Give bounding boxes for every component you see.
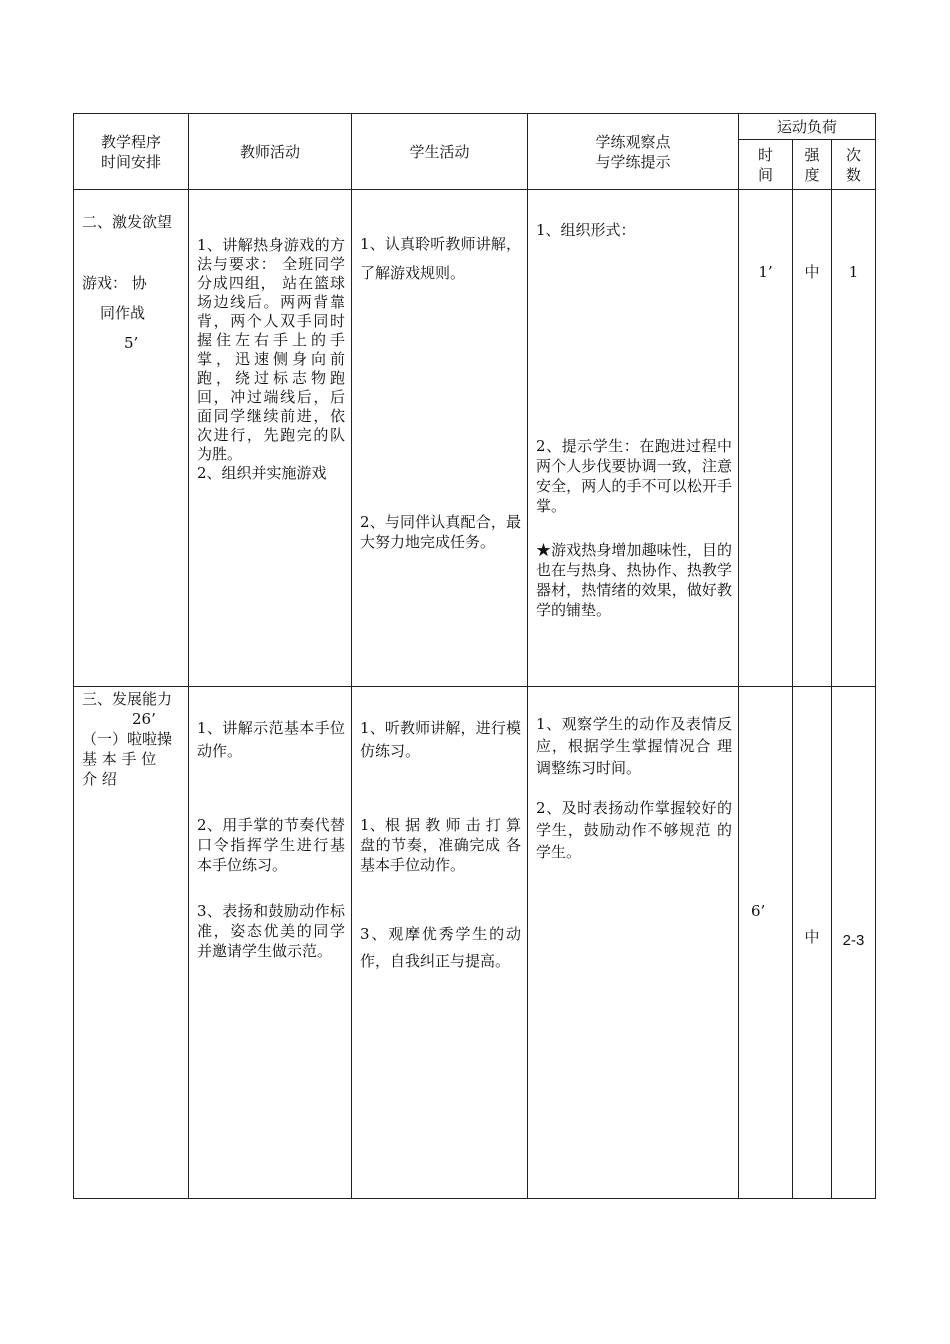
section2-observe-item2: 2、及时表扬动作掌握较好的学生，鼓励动作不够规范 的学生。 [536,799,732,861]
header-load [739,114,876,140]
section1-procedure [74,190,189,687]
section2-intensity-value: 中 [804,928,820,946]
section2-student-item2: 1、根 据 教 师 击 打 算 盘的节奏，准确完成 各基本手位动作。 [360,816,521,874]
section2-minutes: 26’ [132,710,156,728]
section1-teacher [189,190,352,687]
section1-student [352,190,528,687]
section1-minutes: 5’ [124,334,139,352]
header-count-2: 数 [846,165,862,184]
section2-teacher [189,687,352,1199]
header-intensity-2: 度 [804,165,820,184]
section2-sub-line2: 基 本 手 位 [82,750,157,768]
section1-count [832,190,876,687]
section2-sub-line1: （一）啦啦操 [82,730,173,748]
header-count [832,140,876,190]
section2-teacher-item1: 1、讲解示范基本手位动作。 [197,719,345,760]
section1-teacher-item2: 2、组织并实施游戏 [197,464,327,482]
section2-student-item3: 3、观摩优秀学生的动作，自我纠正与提高。 [360,925,521,970]
section1-intensity-value: 中 [804,263,820,281]
header-teacher [189,114,352,190]
section2-procedure [74,687,189,1199]
section2-title: 三、发展能力 [82,690,173,708]
section1-game-line2: 同作战 [100,304,146,322]
section1-student-item1: 1、认真聆听教师讲解，了解游戏规则。 [360,235,521,282]
header-procedure [74,114,189,190]
header-time [739,140,793,190]
header-observe-line1: 学练观察点 [595,132,671,151]
header-time-2: 间 [757,165,773,184]
header-intensity [793,140,832,190]
section1-time-value: 1’ [758,263,773,281]
header-intensity-1: 强 [804,145,820,164]
section1-count-value: 1 [848,263,859,281]
section2-teacher-item2: 2、用手掌的节奏代替口令指挥学生进行基本手位练习。 [197,816,345,874]
section-row-develop [74,687,876,1199]
section1-observe-item2: 2、提示学生：在跑进过程中两个人步伐要协调一致，注意安全，两人的手不可以松开手掌。 [536,437,732,515]
section2-time-value: 6’ [751,902,766,920]
section2-teacher-item3: 3、表扬和鼓励动作标准，姿态优美的同学并邀请学生做示范。 [197,902,345,960]
section1-student-item2: 2、与同伴认真配合，最大努力地完成任务。 [360,513,521,551]
section1-observe-item3: ★游戏热身增加趣味性，目的也在与热身、热协作、热教学器材，热情绪的效果，做好教学的铺垫。 [536,541,732,619]
header-observe-line2: 与学练提示 [595,152,671,171]
section2-observe [528,687,739,1199]
header-student [352,114,528,190]
section2-student [352,687,528,1199]
header-count-1: 次 [846,145,862,164]
section1-intensity [793,190,832,687]
header-observe [528,114,739,190]
section1-game-line1: 游戏： 协 [82,274,147,292]
section1-title: 二、激发欲望 [82,213,173,231]
header-teacher-label: 教师活动 [239,142,300,161]
section1-teacher-item1: 1、讲解热身游戏的方法与要求： 全班同学分成四组， 站在篮球场边线后。两两背靠背，两个人双手同时握住左右手上的手掌，迅速侧身向前跑，绕过标志物跑回，冲过端线后，后面同学继续前进，依次进行，先跑完的队为胜。 [197,236,345,463]
section2-intensity [793,687,832,1199]
section2-observe-item1: 1、观察学生的动作及表情反应，根据学生掌握情况合 理调整练习时间。 [536,715,732,777]
section1-time [739,190,793,687]
header-procedure-line1: 教学程序 [100,132,161,151]
header-time-1: 时 [757,145,773,164]
header-load-label: 运动负荷 [777,117,838,136]
section-row-warmup [74,190,876,687]
header-row [74,114,876,140]
header-student-label: 学生活动 [409,142,470,161]
section2-count-value: 2-3 [842,932,865,949]
section1-observe-item1: 1、组织形式： [536,221,636,239]
section2-count [832,687,876,1199]
section2-student-item1: 1、听教师讲解，进行模仿练习。 [360,719,521,760]
section2-sub-line3: 介 绍 [82,770,117,788]
lesson-plan-table [73,113,876,1199]
section2-time [739,687,793,1199]
header-procedure-line2: 时间安排 [100,152,161,171]
section1-observe [528,190,739,687]
